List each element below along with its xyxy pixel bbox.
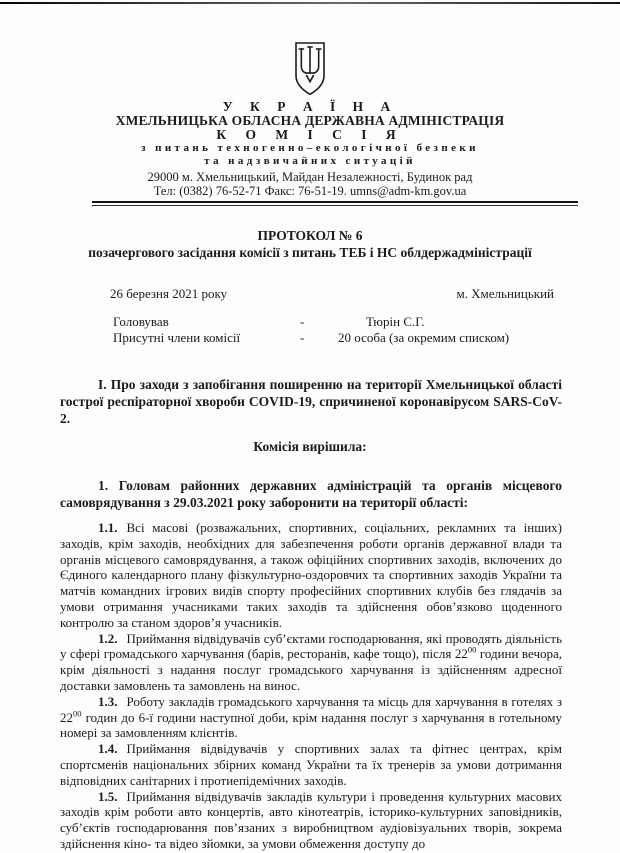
superscript-time: 00	[73, 708, 82, 719]
decision-heading: Комісія вирішила:	[253, 439, 367, 454]
header-country: У К Р А Ї Н А	[222, 99, 398, 114]
item-number: 1.5.	[98, 788, 118, 804]
item-number: 1.2.	[98, 630, 118, 646]
scan-edge-top	[0, 2, 620, 4]
meta-row-dash: -	[300, 330, 305, 345]
point-1-heading: 1. Головам районних державних адміністрацій та органів місцевого самоврядування з 29.03.2021 року заборонити на території області:	[60, 478, 562, 510]
header-commission-desc-1: з питань техногенно–екологічної безпеки	[141, 142, 479, 154]
meta-row-label: Головував	[113, 314, 169, 329]
meta-row-value: 20 особа (за окремим списком)	[338, 330, 510, 345]
superscript-time: 00	[467, 645, 477, 656]
protocol-item: 1.5. Приймання відвідувачів закладів культури і проведення культурних масових заходів крім роботи авто концертів, авто кінотеатрів, історико-культурних заповідників, суб’єктів господарювання пов’язаних з виробництвом аудіовізуальних творів, зокрема здійснення кіно- та відео зйомки, за умови обмеження доступу до	[60, 788, 562, 851]
header-address: 29000 м. Хмельницький, Майдан Незалежності, Будинок рад	[147, 170, 473, 184]
protocol-subtitle: позачергового засідання комісії з питань ТЕБ і НС облдержадміністрації	[88, 245, 532, 260]
header-rule	[92, 201, 578, 206]
meta-row-dash: -	[300, 314, 305, 329]
item-number: 1.3.	[98, 693, 118, 709]
meta-city: м. Хмельницький	[456, 286, 554, 301]
meta-row-members	[113, 330, 562, 346]
header-commission: К О М І С І Я	[216, 127, 404, 142]
meta-date: 26 березня 2021 року	[110, 286, 228, 301]
meta-row-label: Присутні члени комісії	[113, 330, 241, 345]
meta-rows	[113, 314, 562, 346]
protocol-item: 1.2. Приймання відвідувачів суб’єктами господарювання, які проводять діяльність у сфері громадського харчування (барів, ресторанів, кафе тощо), після $22^{00}$ години вечора, крім діяльності з надання послуг громадського харчування із здійсненням адресної доставки замовлень та замовлень на винос.	[60, 630, 563, 693]
meta-row-value: Тюрін С.Г.	[366, 314, 425, 329]
section-1-heading: І. Про заходи з запобігання поширенню на території Хмельницької області гострої респіраторної хвороби COVID-19, спричиненої коронавірусом SARS-CoV-2.	[60, 377, 562, 426]
item-number: 1.4.	[98, 741, 118, 757]
ukraine-trident-icon	[290, 40, 330, 98]
meta-row-chair	[113, 314, 562, 330]
protocol-item: 1.3. Роботу закладів громадського харчування та місць для харчування в готелях з $22^{00}$ годин до 6-ї години наступної доби, крім надання послуг з харчування в готельному номері за замовленням клієнтів.	[60, 693, 562, 741]
header-organization: ХМЕЛЬНИЦЬКА ОБЛАСНА ДЕРЖАВНА АДМІНІСТРАЦІЯ	[115, 113, 505, 128]
item-number: 1.1.	[98, 520, 118, 535]
header-contacts: Тел: (0382) 76-52-71 Факс: 76-51-19. umns@adm-km.gov.ua	[153, 183, 467, 198]
items-list	[60, 520, 562, 852]
protocol-item: 1.4. Приймання відвідувачів у спортивних залах та фітнес центрах, крім спортсменів національних збірних команд України та їх тренерів за умови дотримання відповідних санітарних і протиепідемічних заходів.	[60, 741, 562, 788]
meta-date-row	[110, 286, 554, 302]
header-commission-desc-2: та надзвичайних ситуацій	[204, 155, 416, 167]
protocol-title: ПРОТОКОЛ № 6	[257, 228, 363, 243]
protocol-item: 1.1. Всі масові (розважальних, спортивних, соціальних, рекламних та інших) заходів, крім заходів, необхідних для забезпечення роботи органів державної влади та органів місцевого самоврядування, а також офіційних спортивних заходів, включених до Єдиного календарного плану фізкультурно-оздоровчих та спортивних заходів України та матчів командних ігрових видів спорту професійних спортивних клубів без глядачів за умови отримання учасниками таких заходів та здійснення обов’язково щоденного контролю за станом здоров’я учасників.	[60, 520, 562, 630]
